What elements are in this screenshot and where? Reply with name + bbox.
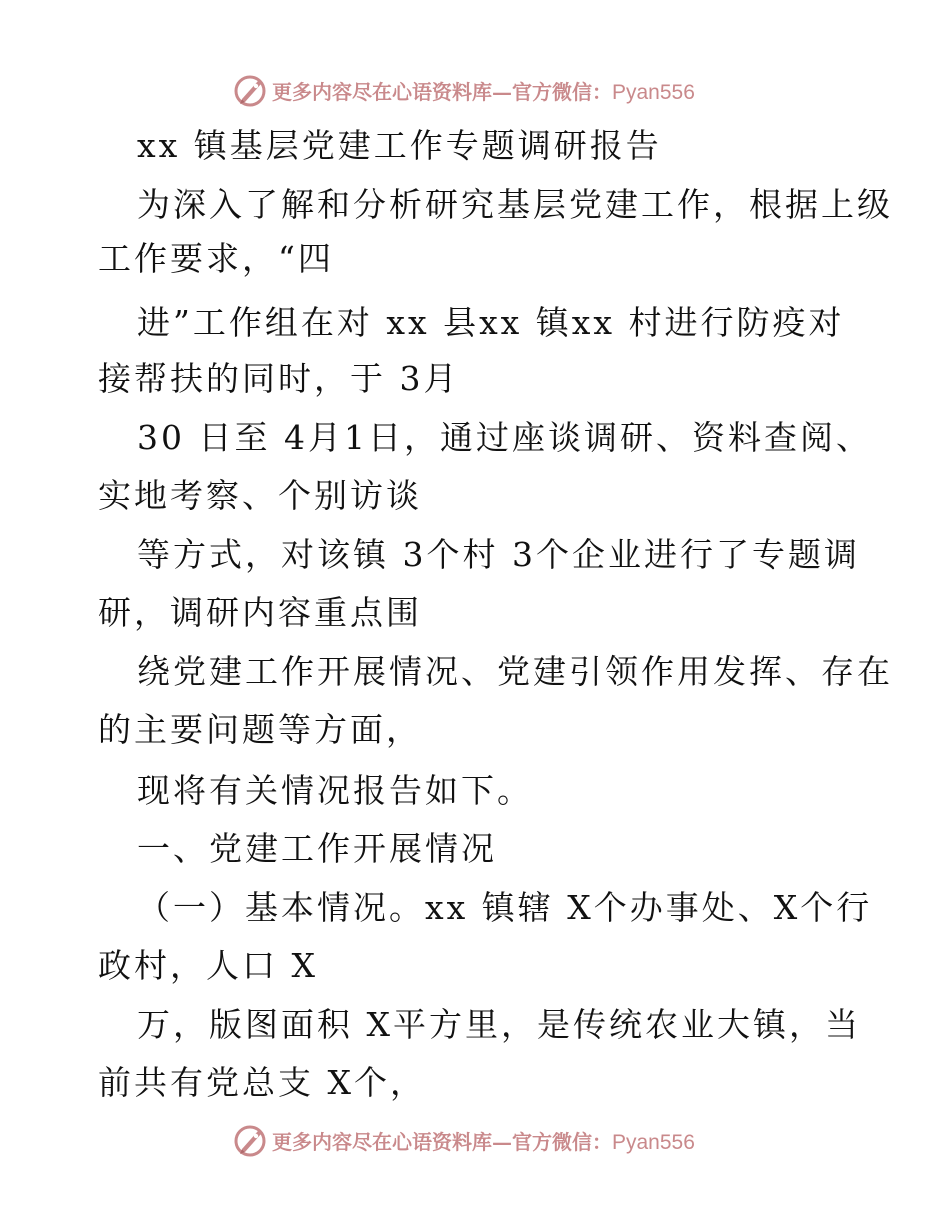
paragraph-line: 万，版图面积 X平方里，是传统农业大镇，当 (137, 1005, 861, 1044)
paragraph-line: 接帮扶的同时，于 3月 (98, 359, 460, 398)
paragraph-line: 的主要问题等方面， (98, 710, 422, 749)
paragraph-line: 30 日至 4月1日，通过座谈调研、资料查阅、 (137, 418, 872, 457)
footer-watermark (232, 1120, 695, 1160)
watermark-text: 更多内容尽在心语资料库—官方微信：Pyan556 (272, 1129, 695, 1154)
pen-logo-icon (232, 1122, 268, 1158)
paragraph-line: 政村，人口 X (98, 946, 318, 985)
paragraph-line: 研，调研内容重点围 (98, 593, 422, 632)
paragraph-line: 前共有党总支 X个， (98, 1063, 426, 1102)
paragraph-line: 实地考察、个别访谈 (98, 476, 422, 515)
paragraph-line: 工作要求，“四 (98, 239, 334, 278)
watermark-wechat-id: Pyan556 (612, 1130, 695, 1154)
paragraph-line: 为深入了解和分析研究基层党建工作，根据上级 (137, 185, 893, 224)
section-heading: 一、党建工作开展情况 (137, 829, 497, 868)
watermark-text: 更多内容尽在心语资料库—官方微信：Pyan556 (272, 79, 695, 104)
header-watermark (232, 70, 695, 110)
paragraph-line: 现将有关情况报告如下。 (137, 771, 533, 810)
pen-logo-icon (232, 72, 268, 108)
paragraph-line: 进”工作组在对 xx 县xx 镇xx 村进行防疫对 (137, 303, 845, 342)
watermark-wechat-id: Pyan556 (612, 80, 695, 104)
subsection-heading: （一）基本情况。xx 镇辖 X个办事处、X个行 (137, 888, 873, 927)
document-title: xx 镇基层党建工作专题调研报告 (137, 126, 662, 165)
paragraph-line: 等方式，对该镇 3个村 3个企业进行了专题调 (137, 535, 860, 574)
paragraph-line: 绕党建工作开展情况、党建引领作用发挥、存在 (137, 652, 893, 691)
